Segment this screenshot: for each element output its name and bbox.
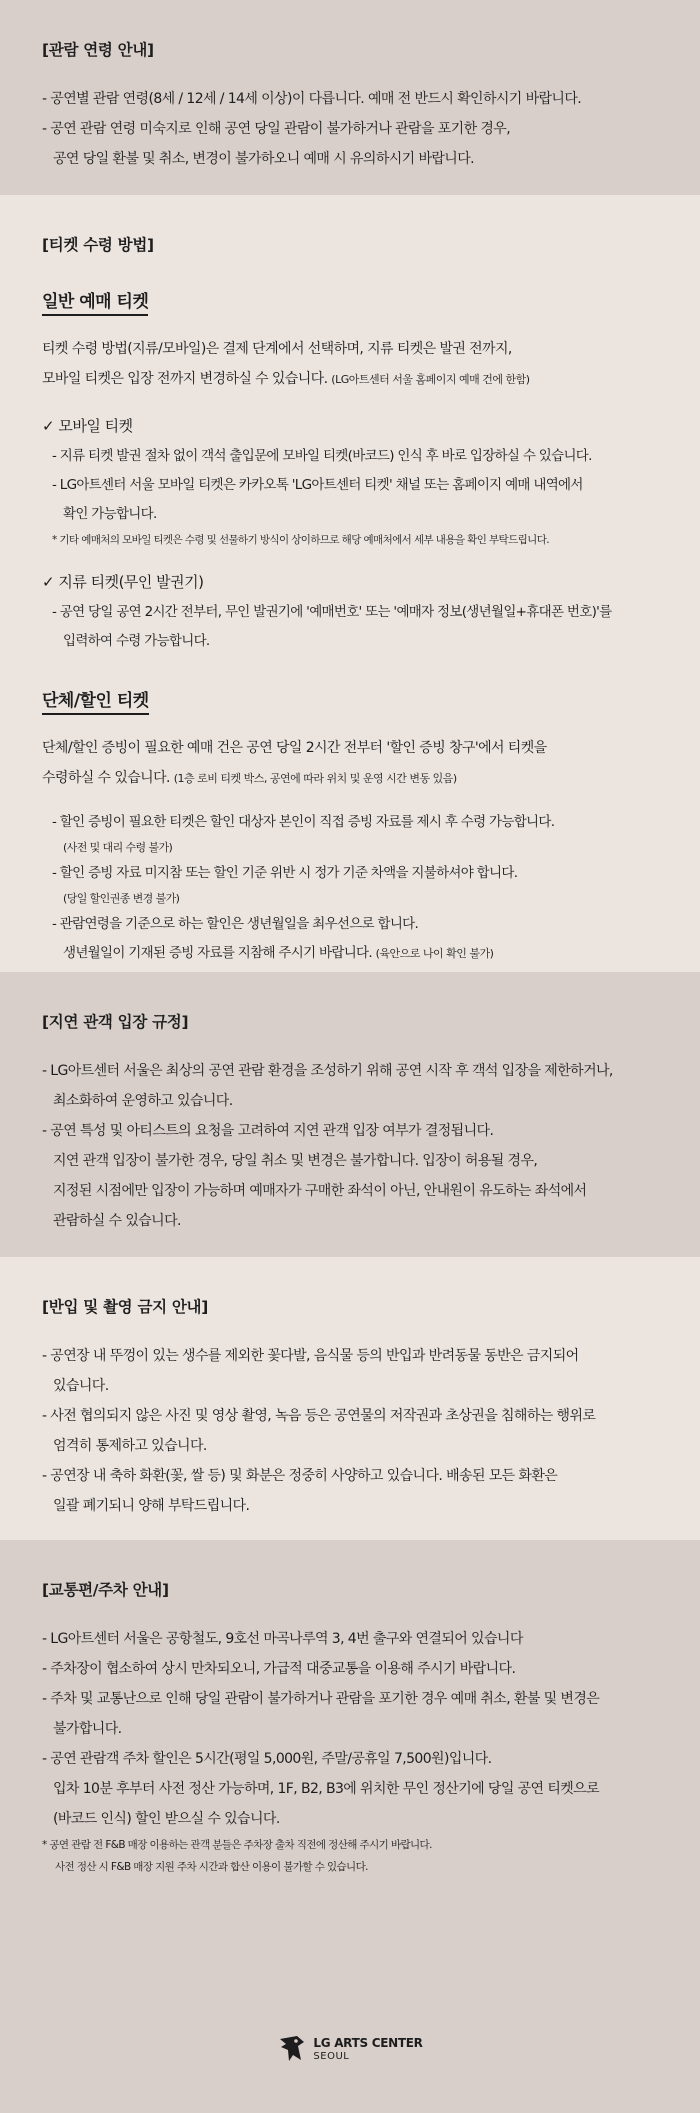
lg-arts-center-logo-icon — [277, 2033, 307, 2067]
footer-logo-area — [0, 1993, 700, 2113]
mobile-ticket-footnote: * 기타 예매처의 모바일 티켓은 수령 및 선물하기 방식이 상이하므로 해당 예매처에서 세부 내용을 확인 부탁드립니다. — [52, 534, 549, 546]
late-entry-line: 관람하실 수 있습니다. — [53, 1213, 181, 1229]
group-ticket-bullet — [42, 939, 658, 968]
ban-title: [반입 및 촬영 금지 안내] — [42, 1298, 209, 1316]
general-ticket-text: 티켓 수령 방법(지류/모바일)은 결제 단계에서 선택하며, 지류 티켓은 발권 전까지, — [42, 341, 512, 357]
traffic-section — [0, 1540, 700, 1993]
group-ticket-bullet-note: (육안으로 나이 확인 불가) — [375, 947, 494, 960]
mobile-ticket-title: ✓ 모바일 티켓 — [42, 417, 133, 435]
ticket-title: [티켓 수령 방법] — [42, 236, 154, 254]
age-line: - 공연 관람 연령 미숙지로 인해 공연 당일 관람이 불가하거나 관람을 포기한 경우, — [42, 121, 511, 137]
general-ticket-text-main: 모바일 티켓은 입장 전까지 변경하실 수 있습니다. — [42, 371, 328, 387]
group-ticket-note: (당일 할인권종 변경 불가) — [63, 892, 180, 905]
traffic-line: - 공연 관람객 주차 할인은 5시간(평일 5,000원, 주말/공휴일 7,500원)입니다. — [42, 1751, 492, 1767]
paper-ticket-bullet: - 공연 당일 공연 2시간 전부터, 무인 발권기에 '예매번호' 또는 '예매자 정보(생년월일+휴대폰 번호)'를 — [52, 604, 612, 620]
group-ticket-bullet: - 할인 증빙이 필요한 티켓은 할인 대상자 본인이 직접 증빙 자료를 제시 후 수령 가능합니다. — [52, 814, 555, 830]
mobile-ticket-bullet: - 지류 티켓 발권 절차 없이 객석 출입문에 모바일 티켓(바코드) 인식 후 바로 입장하실 수 있습니다. — [52, 448, 592, 464]
group-ticket-text: 단체/할인 증빙이 필요한 예매 건은 공연 당일 2시간 전부터 '할인 증빙 창구'에서 티켓을 — [42, 740, 547, 756]
paper-ticket-bullet: 입력하여 수령 가능합니다. — [63, 633, 210, 649]
traffic-line: - 주차장이 협소하여 상시 만차되오니, 가급적 대중교통을 이용해 주시기 바랍니다. — [42, 1661, 516, 1677]
lg-arts-center-logo — [277, 2033, 422, 2067]
ban-line: 일괄 폐기되니 양해 부탁드립니다. — [53, 1498, 250, 1514]
late-entry-line: 지정된 시점에만 입장이 가능하며 예매자가 구매한 좌석이 아닌, 안내원이 유도하는 좌석에서 — [53, 1183, 587, 1199]
late-entry-line: - 공연 특성 및 아티스트의 요청을 고려하여 지연 관객 입장 여부가 결정됩니다. — [42, 1123, 494, 1139]
paper-ticket-title: ✓ 지류 티켓(무인 발권기) — [42, 573, 204, 591]
ban-line: 엄격히 통제하고 있습니다. — [53, 1438, 207, 1454]
traffic-footnote: * 공연 관람 전 F&B 매장 이용하는 관객 분들은 주차장 출차 직전에 정산해 주시기 바랍니다. — [42, 1839, 432, 1851]
age-title: [관람 연령 안내] — [42, 41, 154, 59]
group-ticket-note: (사전 및 대리 수령 불가) — [63, 841, 173, 854]
age-section — [0, 0, 700, 195]
mobile-ticket-bullet: 확인 가능합니다. — [63, 506, 157, 522]
age-line: 공연 당일 환불 및 취소, 변경이 불가하오니 예매 시 유의하시기 바랍니다. — [53, 151, 474, 167]
group-ticket-bullet-main: 생년월일이 기재된 증빙 자료를 지참해 주시기 바랍니다. — [63, 945, 372, 961]
traffic-title: [교통편/주차 안내] — [42, 1581, 169, 1599]
ban-line: - 공연장 내 축하 화환(꽃, 쌀 등) 및 화분은 정중히 사양하고 있습니다. 배송된 모든 화환은 — [42, 1468, 558, 1484]
ticket-section — [0, 195, 700, 972]
general-ticket-heading: 일반 예매 티켓 — [42, 287, 148, 316]
group-ticket-text-note: (1층 로비 티켓 박스, 공연에 따라 위치 및 운영 시간 변동 있음) — [173, 772, 457, 785]
traffic-line: 불가합니다. — [53, 1721, 122, 1737]
logo-text-line2: SEOUL — [313, 2051, 350, 2062]
group-ticket-heading: 단체/할인 티켓 — [42, 686, 149, 715]
late-entry-line: - LG아트센터 서울은 최상의 공연 관람 환경을 조성하기 위해 공연 시작 후 객석 입장을 제한하거나, — [42, 1063, 613, 1079]
late-entry-line: 최소화하여 운영하고 있습니다. — [53, 1093, 233, 1109]
group-ticket-text-main: 수령하실 수 있습니다. — [42, 770, 170, 786]
ban-section — [0, 1257, 700, 1540]
general-ticket-text — [42, 364, 658, 395]
logo-text-line1: LG ARTS CENTER — [313, 2036, 423, 2050]
traffic-line: 입차 10분 후부터 사전 정산 가능하며, 1F, B2, B3에 위치한 무인 정산기에 당일 공연 티켓으로 — [53, 1781, 600, 1797]
traffic-line: - LG아트센터 서울은 공항철도, 9호선 마곡나루역 3, 4번 출구와 연결되어 있습니다 — [42, 1631, 523, 1647]
age-line: - 공연별 관람 연령(8세 / 12세 / 14세 이상)이 다릅니다. 예매 전 반드시 확인하시기 바랍니다. — [42, 91, 582, 107]
late-entry-title: [지연 관객 입장 규정] — [42, 1013, 189, 1031]
ban-line: - 사전 협의되지 않은 사진 및 영상 촬영, 녹음 등은 공연물의 저작권과 초상권을 침해하는 행위로 — [42, 1408, 596, 1424]
traffic-line: (바코드 인식) 할인 받으실 수 있습니다. — [53, 1811, 280, 1827]
ban-line: 있습니다. — [53, 1378, 109, 1394]
general-ticket-text-note: (LG아트센터 서울 홈페이지 예매 건에 한함) — [331, 373, 530, 386]
mobile-ticket-bullet: - LG아트센터 서울 모바일 티켓은 카카오톡 'LG아트센터 티켓' 채널 또는 홈페이지 예매 내역에서 — [52, 477, 583, 493]
late-entry-line: 지연 관객 입장이 불가한 경우, 당일 취소 및 변경은 불가합니다. 입장이 허용될 경우, — [53, 1153, 538, 1169]
ban-line: - 공연장 내 뚜껑이 있는 생수를 제외한 꽃다발, 음식물 등의 반입과 반려동물 동반은 금지되어 — [42, 1348, 579, 1364]
group-ticket-text — [42, 763, 658, 794]
traffic-line: - 주차 및 교통난으로 인해 당일 관람이 불가하거나 관람을 포기한 경우 예매 취소, 환불 및 변경은 — [42, 1691, 600, 1707]
traffic-footnote: 사전 정산 시 F&B 매장 지원 주차 시간과 합산 이용이 불가할 수 있습니다. — [55, 1861, 368, 1873]
group-ticket-bullet: - 할인 증빙 자료 미지참 또는 할인 기준 위반 시 정가 기준 차액을 지불하셔야 합니다. — [52, 865, 518, 881]
logo-text — [313, 2037, 422, 2063]
late-entry-section — [0, 972, 700, 1257]
group-ticket-bullet: - 관람연령을 기준으로 하는 할인은 생년월일을 최우선으로 합니다. — [52, 916, 419, 932]
